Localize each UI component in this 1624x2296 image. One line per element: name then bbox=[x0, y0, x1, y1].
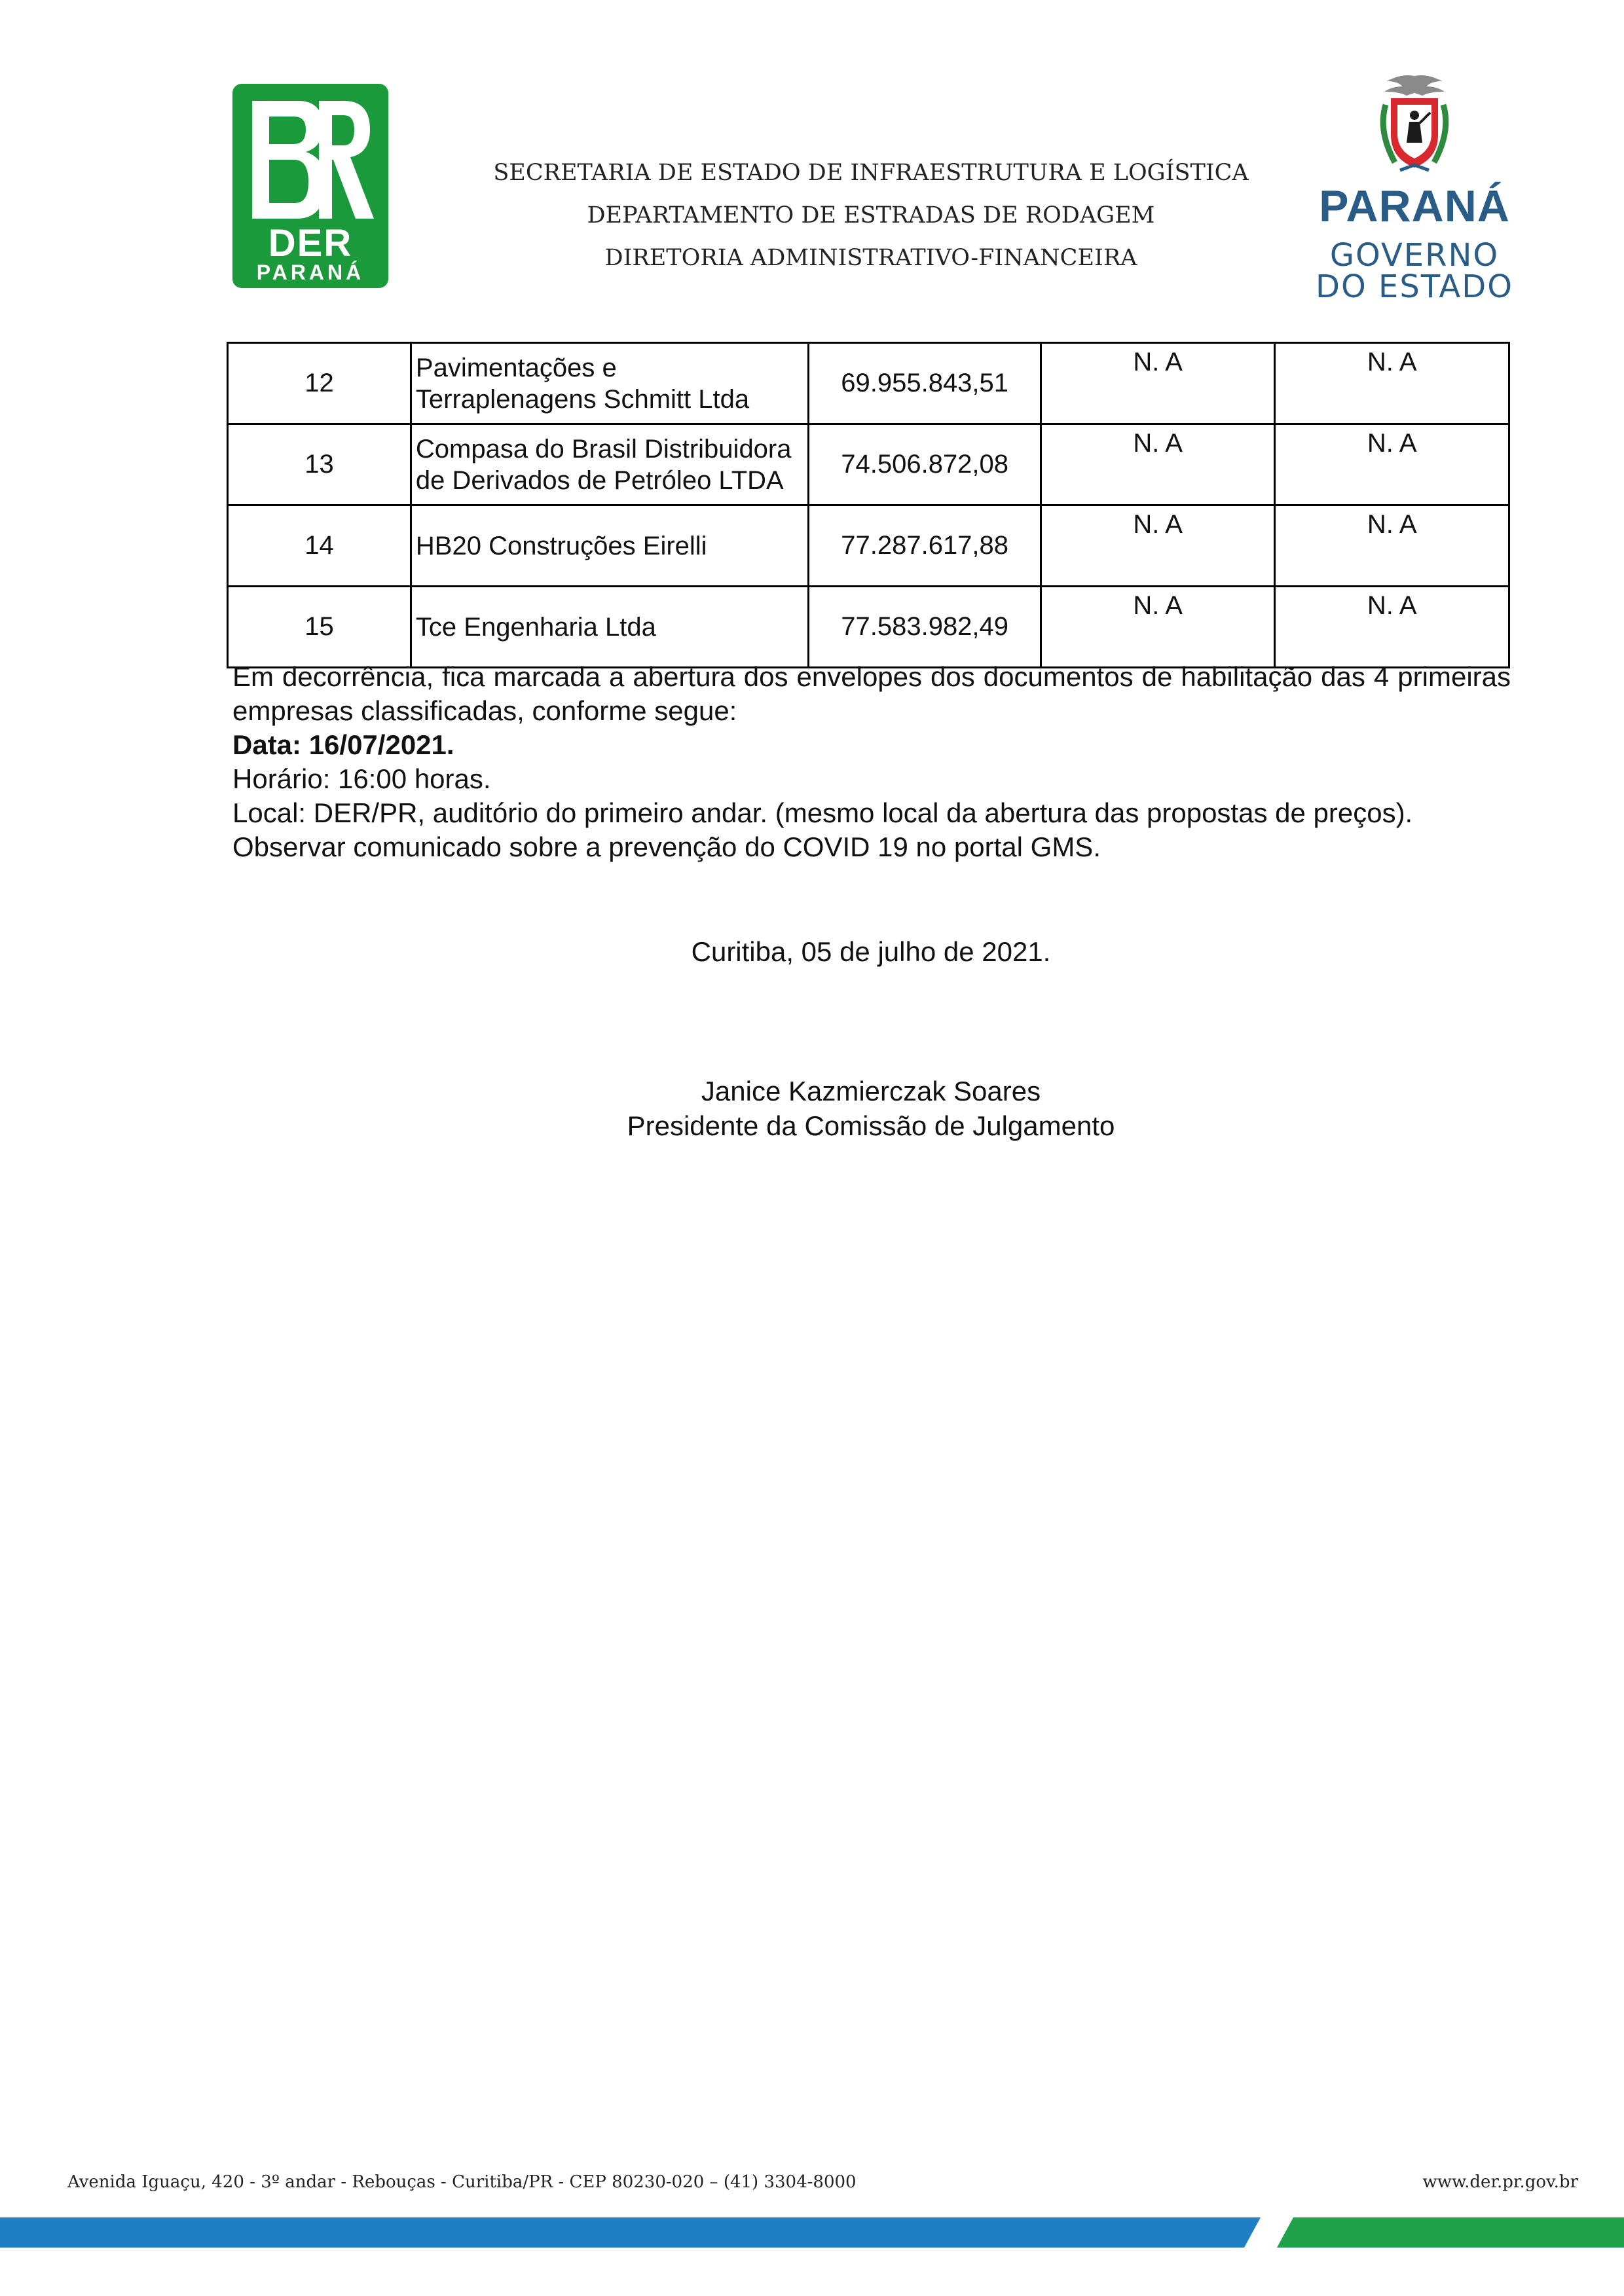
der-monogram-icon bbox=[246, 96, 375, 224]
table-row bbox=[228, 587, 1509, 668]
row-number: 12 bbox=[228, 343, 411, 424]
cell-col5: N. A bbox=[1275, 424, 1509, 505]
opening-location: Local: DER/PR, auditório do primeiro andar. (mesmo local da abertura das propostas de preços). bbox=[232, 797, 1413, 828]
classification-table bbox=[227, 342, 1510, 668]
header-line-departamento: DEPARTAMENTO DE ESTRADAS DE RODAGEM bbox=[587, 202, 1155, 228]
cell-col4: N. A bbox=[1041, 587, 1275, 668]
der-logo-subtitle: PARANÁ bbox=[256, 261, 365, 284]
header-line-secretaria: SECRETARIA DE ESTADO DE INFRAESTRUTURA E LOGÍSTICA bbox=[493, 160, 1249, 186]
proposal-value: 74.506.872,08 bbox=[809, 424, 1041, 505]
cell-col5: N. A bbox=[1275, 587, 1509, 668]
cell-col5: N. A bbox=[1275, 505, 1509, 587]
der-logo-word: DER bbox=[268, 222, 353, 264]
company-name: Compasa do Brasil Distribuidora de Derivados de Petróleo LTDA bbox=[411, 424, 808, 505]
signer-role: Presidente da Comissão de Julgamento bbox=[627, 1110, 1115, 1141]
cell-col4: N. A bbox=[1041, 505, 1275, 587]
cell-col4: N. A bbox=[1041, 343, 1275, 424]
footer-color-bars bbox=[0, 2216, 1624, 2249]
company-name: HB20 Construções Eirelli bbox=[411, 505, 808, 587]
header-institution-lines bbox=[426, 152, 1316, 280]
cell-col5: N. A bbox=[1275, 343, 1509, 424]
footer-address: Avenida Iguaçu, 420 - 3º andar - Rebouças - Curitiba/PR - CEP 80230-020 – (41) 3304-8000 bbox=[67, 2172, 857, 2192]
proposal-value: 69.955.843,51 bbox=[809, 343, 1041, 424]
opening-time: Horário: 16:00 horas. bbox=[232, 763, 491, 794]
header-line-diretoria: DIRETORIA ADMINISTRATIVO-FINANCEIRA bbox=[604, 245, 1137, 271]
notice-body bbox=[232, 660, 1511, 864]
opening-date: Data: 16/07/2021. bbox=[232, 729, 454, 760]
row-number: 14 bbox=[228, 505, 411, 587]
footer-website: www.der.pr.gov.br bbox=[1422, 2172, 1578, 2192]
governo-parana-logo bbox=[1310, 72, 1519, 305]
cell-col4: N. A bbox=[1041, 424, 1275, 505]
parana-coat-of-arms-icon bbox=[1369, 72, 1460, 177]
covid-notice: Observar comunicado sobre a prevenção do COVID 19 no portal GMS. bbox=[232, 831, 1101, 862]
notice-paragraph: Em decorrência, fica marcada a abertura dos envelopes dos documentos de habilitação das 4 primeiras empresas classificadas, conforme segue: bbox=[232, 661, 1511, 726]
company-name: Pavimentações e Terraplenagens Schmitt Ltda bbox=[411, 343, 808, 424]
place-and-date: Curitiba, 05 de julho de 2021. bbox=[691, 936, 1051, 967]
gov-logo-title: PARANÁ bbox=[1319, 181, 1510, 231]
table-row bbox=[228, 343, 1509, 424]
table-row bbox=[228, 424, 1509, 505]
signature-block bbox=[0, 1074, 1624, 1143]
table-row bbox=[228, 505, 1509, 587]
company-name: Tce Engenharia Ltda bbox=[411, 587, 808, 668]
gov-logo-line-estado: DO ESTADO bbox=[1316, 268, 1513, 305]
signer-name: Janice Kazmierczak Soares bbox=[701, 1076, 1041, 1106]
proposal-value: 77.287.617,88 bbox=[809, 505, 1041, 587]
der-parana-logo bbox=[232, 84, 388, 288]
gov-logo-line-governo: GOVERNO bbox=[1329, 237, 1500, 274]
proposal-value: 77.583.982,49 bbox=[809, 587, 1041, 668]
row-number: 13 bbox=[228, 424, 411, 505]
row-number: 15 bbox=[228, 587, 411, 668]
